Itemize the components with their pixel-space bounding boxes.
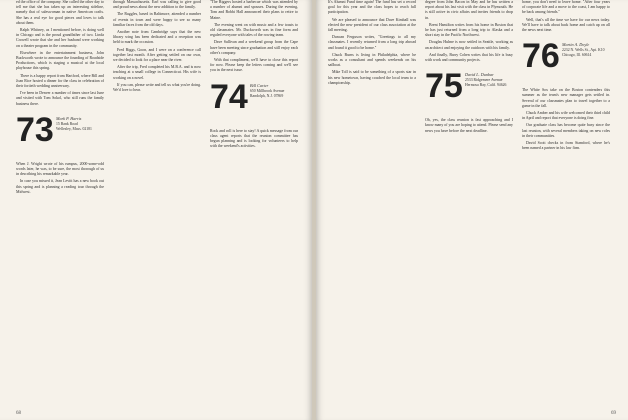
address-line: Hermosa Bay, Calif. 94626: [465, 83, 507, 88]
address-line: 2533 Ridgemere Avenue: [465, 78, 503, 83]
class-year-number: 75: [425, 67, 463, 106]
paragraph: The evening went on with music and a few toasts to old classmates. Mr. Duckworth was in fine form and regaled everyone with tales of the rowing team.: [210, 22, 298, 38]
paragraph: Brent Hamilton writes from his home in Boston that he has just returned from a long trip to Alaska and a short stay in the Pacific Northwest.: [425, 22, 513, 38]
left-column-3: [210, 0, 298, 407]
class-secretary-address: [465, 78, 513, 88]
class-entry-75: [425, 66, 513, 114]
left-column-2: [113, 0, 201, 407]
class-entry-73: [16, 110, 104, 158]
class-entry-74: [210, 77, 298, 125]
paragraph: And finally, Barry Cohen writes that his life is busy with work and community projects.: [425, 52, 513, 63]
class-secretary-name: David L. Dunbar: [465, 72, 494, 78]
class-secretary-address: [562, 48, 610, 58]
class-secretary-name: Mark P. Harris: [56, 115, 82, 121]
paragraph: If you can, please write and tell us what you're doing. We'd love to hear.: [113, 82, 201, 93]
right-page: [316, 0, 628, 420]
address-line: 650 Millbrook Avenue: [250, 88, 285, 93]
paragraph: Mike Toll is said to be something of a sports star in his new hometown, having coached the local team to a championship.: [328, 70, 416, 85]
address-line: 15 Bank Road: [56, 121, 78, 126]
paragraph: We are pleased to announce that Dave Kimball was elected the new president of our class association at the fall meeting.: [328, 17, 416, 33]
paragraph: Chuck Amber and his wife welcomed their third child in April and report that everyone is doing fine.: [522, 111, 610, 121]
paragraph: through Massachusetts. Earl was calling to give good and proud news about the new addition to the family.: [113, 0, 201, 10]
paragraph: Rock and roll is here to stay! A quick message from our class agent reports that the reunion committee has begun planning and is looking for volunteers to help with the weekend's activities.: [210, 128, 298, 149]
class-year-number: 73: [16, 110, 54, 149]
paragraph: There is a happy report from Hartford, where Bill and Joan Rice hosted a dinner for the class in celebration of their fortieth wedding anniversary.: [16, 73, 104, 89]
paragraph: home, you don't need to leave home. "After four years of corporate life and a move to the coast, I am happy to be back among friends.": [522, 0, 610, 15]
paragraph: After the trip, Fred completed his M.B.A. and is now teaching at a small college in Connecticut. His wife is working on a novel.: [113, 65, 201, 80]
page-number: 69: [611, 411, 616, 416]
paragraph: Our graduate class has become quite busy since the last reunion, with several members taking on new roles in their communities.: [522, 123, 610, 138]
paragraph: "The Riggers hosted a barbecue which was attended by a number of alumni and spouses. During the evening, Tom and Bobbi Hall announced their plans to retire to Maine.: [210, 0, 298, 20]
paragraph: I've been in Denver a number of times since last June and visited with Tom Sokol, who still runs the family business there.: [16, 91, 104, 106]
page-number: 68: [16, 411, 21, 416]
paragraph: Ralph Whitney, as I mentioned before, is doing well in Chicago and is the proud grandfather of two. Linda Crowell wrote that she and her husband were working on a theater program in the community.: [16, 28, 104, 48]
address-line: Wellesley, Mass. 02181: [56, 126, 92, 131]
address-line: 2232 N. Wells St., Apt. K10: [562, 48, 605, 53]
paragraph: The White Sox take on the Boston contenders this summer as the team's new manager gets settled in. Several of our classmates plan to travel together to a game in the fall.: [522, 88, 610, 108]
class-secretary-name: Bill Carter: [250, 82, 269, 88]
class-year-number: 74: [210, 77, 248, 116]
paragraph: Douglas Hulme is now settled in Seattle, working as an architect and enjoying the outdoors with his family.: [425, 40, 513, 50]
class-year-number: 76: [522, 37, 560, 76]
paragraph: Duncan Ferguson writes, "Greetings to all my classmates. I recently returned from a long trip abroad and found it good to be home.": [328, 35, 416, 50]
paragraph: Fred Riggs, Goon, and I were on a conference call together last month. After getting settled on our own, we decided to look for a place near the river.: [113, 47, 201, 63]
paragraph: Elsewhere in the entertainment business, John Buckworth wrote to announce the founding of Roadside Productions, which is staging a musical at the local playhouse this spring.: [16, 50, 104, 71]
left-page: [0, 0, 312, 420]
class-entry-76: [522, 36, 610, 84]
paragraph: ed the office of the company. She called the other day to tell me that she has taken up an interesting sideline, namely that of saleswoman in native American crafts. She has a real eye for good pieces and loves to talk about them.: [16, 0, 104, 25]
class-secretary-name: Martin A. Doyle: [562, 42, 590, 48]
right-column-2: [425, 0, 513, 407]
paragraph: With that compliment, we'll have to close this report for now. Please keep the letters coming and we'll see you in the next issue.: [210, 58, 298, 73]
right-column-3: [522, 0, 610, 407]
paragraph: Well, that's all the time we have for our news today. We'll have to talk about back home and catch up on all the news next time.: [522, 17, 610, 33]
paragraph: degree from John Bacon in May and he has written a report about his last visit with the class in Plymouth. He is still active in civic affairs and invites friends to drop in.: [425, 0, 513, 20]
paragraph: When J. Wright wrote of his rumpus, 2000-some-odd words later, he was, to be sure, the most thorough of us in describing his remarkable year.: [16, 161, 104, 177]
paragraph: David Scott checks in from Stamford, where he's been named a partner in his law firm.: [522, 141, 610, 151]
paragraph: Another note from Cambridge says that the new library wing has been dedicated and a reception was held to mark the occasion.: [113, 30, 201, 45]
paragraph: Chuck Burns is living in Philadelphia, where he works as a consultant and spends weekends on his sailboat.: [328, 52, 416, 68]
address-line: Randolph, N.J. 07869: [250, 93, 284, 98]
left-column-1: [16, 0, 104, 407]
right-column-1: [328, 0, 416, 407]
paragraph: The Ruggles, based in Baltimore, attended a number of events in town and were happy to see so many familiar faces from the old days.: [113, 12, 201, 27]
paragraph: It's Alumni Fund time again! The fund has set a record goal for this year and the class hopes to reach full participation.: [328, 0, 416, 15]
paragraph: Dave Sullivan and a weekend group from the Cape have been meeting since graduation and still enjoy each other's company.: [210, 40, 298, 55]
paragraph: Oh, yes, the class reunion is fast approaching and I know many of you are hoping to attend. Please send any news you have before the next deadline.: [425, 118, 513, 133]
class-secretary-address: [250, 89, 298, 99]
class-secretary-address: [56, 122, 104, 132]
paragraph: In case you missed it, Jean Levitt has a new book out this spring and is planning a reading tour through the Midwest.: [16, 179, 104, 194]
address-line: Chicago, Ill. 60614: [562, 53, 592, 58]
